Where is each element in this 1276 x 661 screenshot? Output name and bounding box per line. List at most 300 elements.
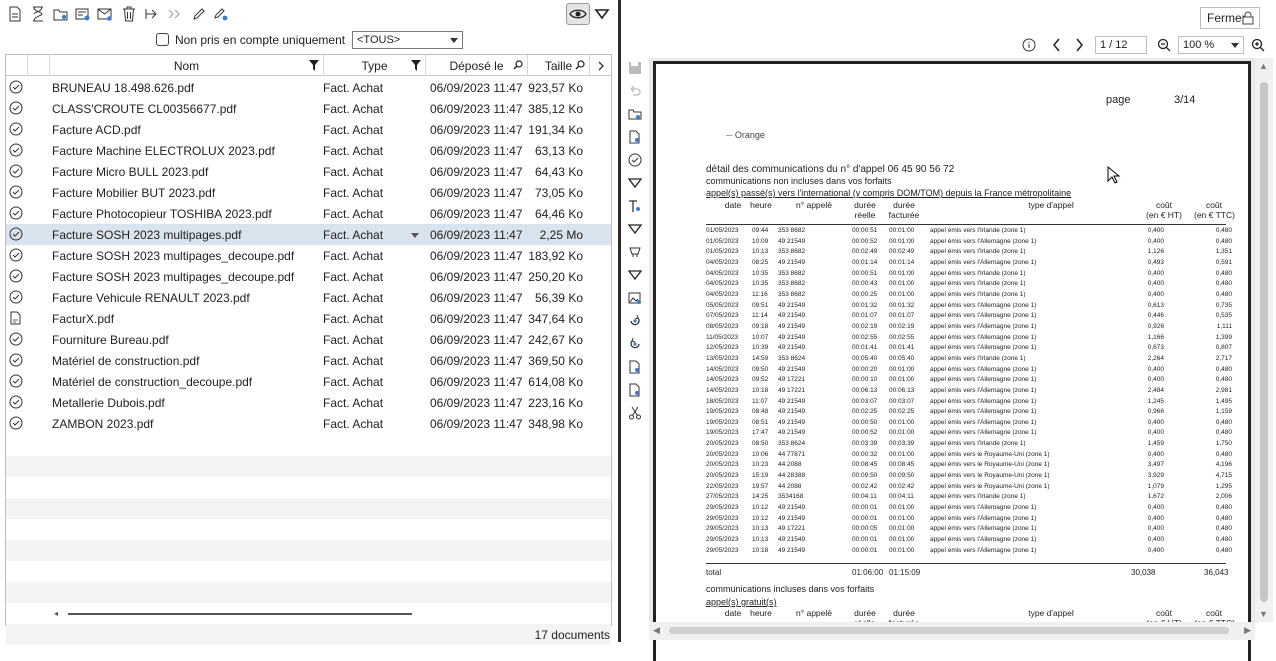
table-row[interactable] <box>6 413 611 434</box>
row-size: 63,13 Ko <box>534 144 583 158</box>
check-circle-icon <box>9 185 23 199</box>
pdf-cell: 29/05/2023 <box>706 525 739 533</box>
page-number-input[interactable]: 1 / 12 <box>1095 36 1147 54</box>
row-name: Facture ACD.pdf <box>52 123 141 137</box>
pdf-cell: 11:16 <box>752 290 768 298</box>
document-list-pane <box>0 0 618 642</box>
pdf-cell: 00:05:40 <box>852 354 878 362</box>
pdf-cell: 00:06:13 <box>852 386 878 394</box>
pdf-cell: 2,981 <box>1215 386 1232 394</box>
pdf-table-row <box>706 333 1232 344</box>
pdf-cell: 2,717 <box>1215 354 1232 362</box>
pdf-cell: 00:02:49 <box>852 248 878 256</box>
pdf-total-billed: 01:15:09 <box>889 568 921 577</box>
pdf-cell: appel émis vers l'Irlande (zone 1) <box>930 269 1026 277</box>
orange-brand-text: Orange <box>734 130 765 140</box>
pdf-cell: 00:00:10 <box>852 376 878 384</box>
pdf-cell: 10:13 <box>752 536 769 544</box>
pdf-file-icon <box>9 311 23 325</box>
row-size: 183,92 Ko <box>528 249 583 263</box>
pdf-cell: 0,400 <box>1147 227 1164 234</box>
row-date: 06/09/2023 11:47 <box>430 312 523 326</box>
pdf-cell: 1,159 <box>1215 408 1232 416</box>
page-export-icon[interactable] <box>627 382 643 398</box>
pdf-cell: 49 21549 <box>778 333 806 341</box>
pdf-cell: 49 21549 <box>778 365 806 373</box>
row-name: Matériel de construction.pdf <box>52 354 200 368</box>
pdf-total-label: total <box>706 568 722 577</box>
pdf-table-row <box>706 535 1232 546</box>
scan-mail-icon[interactable] <box>74 5 92 23</box>
pdf-cell: 01/05/2023 <box>706 248 739 256</box>
pdf-cell: appel émis vers l'Allemagne (zone 1) <box>930 344 1037 352</box>
pdf-cell: 0,480 <box>1215 429 1232 437</box>
pdf-cell: 3534168 <box>778 493 804 501</box>
check-circle-icon <box>9 374 23 388</box>
pdf-cell: 1,166 <box>1147 333 1164 341</box>
pdf-cell: 19/05/2023 <box>706 408 739 416</box>
type-filter-value: <TOUS> <box>357 34 401 46</box>
pdf-cell: 29/05/2023 <box>706 546 739 554</box>
pdf-cell: 00:01:00 <box>889 504 915 512</box>
zoom-value: 100 % <box>1183 39 1215 51</box>
forward-icon[interactable] <box>166 5 184 23</box>
table-row[interactable] <box>6 98 611 119</box>
pdf-table-row <box>706 365 1232 376</box>
page-settings-icon[interactable] <box>627 359 643 375</box>
pdf-cell: 00:00:05 <box>852 525 878 533</box>
pdf-cell: 14:59 <box>752 354 769 362</box>
check-circle-icon <box>9 122 23 136</box>
row-size: 614,08 Ko <box>528 375 583 389</box>
pdf-cell: 10:23 <box>752 461 769 469</box>
pdf-table-row <box>706 237 1232 248</box>
row-date: 06/09/2023 11:47 <box>430 123 523 137</box>
orange-logo-mark: ⏤ <box>726 131 733 140</box>
pdf-cell: 04/05/2023 <box>706 280 739 288</box>
pdf-column-header: n° appelé <box>795 608 832 618</box>
pdf-cell: 11:14 <box>752 312 768 320</box>
lock-icon <box>1242 12 1254 25</box>
pdf-page <box>653 61 1251 661</box>
row-name: Facture Machine ELECTROLUX 2023.pdf <box>52 144 275 158</box>
pdf-cell: 17:47 <box>752 429 769 437</box>
pdf-viewport[interactable] <box>649 58 1261 622</box>
scroll-left-icon[interactable]: ◂ <box>54 609 59 618</box>
table-row[interactable] <box>6 329 611 350</box>
eye-icon <box>569 8 587 20</box>
pdf-vertical-scrollbar[interactable] <box>1255 58 1273 622</box>
pdf-cell: 10:12 <box>752 514 769 522</box>
pdf-cell: appel émis vers l'Irlande (zone 1) <box>930 493 1026 501</box>
pdf-column-header: type d'appel <box>1028 200 1074 210</box>
pdf-cell: 49 21549 <box>778 301 806 309</box>
pdf-cell: 08/05/2023 <box>706 322 739 330</box>
pdf-cell: 00:00:25 <box>852 290 878 298</box>
pdf-cell: 11:07 <box>752 397 768 405</box>
pdf-cell: 49 21549 <box>778 344 806 352</box>
pdf-cell: 44 77871 <box>778 450 806 458</box>
pdf-cell: 0,926 <box>1147 322 1164 330</box>
type-dropdown-icon[interactable] <box>411 233 419 238</box>
previous-page-icon[interactable] <box>1049 37 1065 53</box>
row-type: Fact. Achat <box>323 186 384 200</box>
edit-pencil-icon[interactable] <box>190 5 208 23</box>
row-type: Fact. Achat <box>323 396 384 410</box>
pdf-cell: 353 8682 <box>778 280 806 288</box>
scroll-up-icon[interactable]: ▲ <box>1259 61 1268 71</box>
pdf-cell: 29/05/2023 <box>706 504 739 512</box>
trash-icon[interactable] <box>120 5 138 23</box>
preview-toggle-button[interactable] <box>566 3 590 25</box>
pdf-cell: appel émis vers l'Irlande (zone 1) <box>930 248 1026 256</box>
pdf-horizontal-scrollbar[interactable] <box>649 622 1255 640</box>
pdf-cell: 00:01:00 <box>889 376 915 384</box>
rotate-right-icon[interactable] <box>627 336 643 352</box>
row-size: 348,98 Ko <box>528 417 583 431</box>
pdf-title: détail des communications du n° d'appel 06 45 90 56 72 <box>706 164 955 175</box>
pdf-cell: 0,535 <box>1215 312 1232 320</box>
table-row[interactable] <box>6 308 611 329</box>
pdf-cell: 10:18 <box>752 386 769 394</box>
row-date: 06/09/2023 11:47 <box>430 102 523 116</box>
pdf-cell: 0,400 <box>1147 546 1164 554</box>
table-row[interactable] <box>6 203 611 224</box>
pdf-table-row <box>706 439 1232 450</box>
row-name: FacturX.pdf <box>52 312 115 326</box>
pdf-cell: 0,400 <box>1147 290 1164 298</box>
pdf-cell: 20/05/2023 <box>706 461 739 469</box>
pdf-cell: 00:00:01 <box>852 536 878 544</box>
pdf-cell: appel émis vers l'Allemagne (zone 1) <box>930 258 1037 266</box>
options-dropdown-icon[interactable] <box>594 6 610 22</box>
row-type: Fact. Achat <box>323 165 384 179</box>
file-settings-icon[interactable] <box>627 129 643 145</box>
edit-settings-icon[interactable] <box>212 5 230 23</box>
pdf-cell: 27/05/2023 <box>706 493 739 501</box>
header-date[interactable] <box>426 55 528 76</box>
chevron-down-icon <box>450 38 458 43</box>
pdf-cell: 0,400 <box>1147 237 1164 245</box>
table-row[interactable] <box>6 350 611 371</box>
pdf-table-row <box>706 386 1232 397</box>
scissors-icon[interactable] <box>627 405 643 421</box>
pdf-cell: 00:01:00 <box>889 450 915 458</box>
pdf-cell: 00:00:51 <box>852 269 878 277</box>
pdf-cell: 1,351 <box>1215 248 1232 256</box>
pdf-cell: 00:02:42 <box>889 482 915 490</box>
pdf-cell: 00:03:39 <box>852 440 878 448</box>
pdf-cell: 0,400 <box>1147 418 1164 426</box>
dropdown-triangle-icon[interactable] <box>627 267 643 283</box>
check-circle-icon <box>9 416 23 430</box>
scroll-thumb[interactable] <box>1260 82 1268 602</box>
row-type: Fact. Achat <box>323 270 384 284</box>
pdf-cell: 353 8624 <box>778 354 806 362</box>
rotate-left-icon[interactable] <box>627 313 643 329</box>
pdf-table-row <box>706 514 1232 525</box>
header-type[interactable] <box>324 55 426 76</box>
pdf-cell: 00:02:19 <box>889 322 915 330</box>
scroll-right-icon[interactable]: ▶ <box>1244 625 1251 635</box>
pdf-cell: 2,484 <box>1147 386 1164 394</box>
pdf-cell: 12/05/2023 <box>706 344 739 352</box>
table-row[interactable] <box>6 287 611 308</box>
grid-horizontal-scrollbar[interactable] <box>54 609 414 618</box>
pdf-cell: 0,966 <box>1147 408 1164 416</box>
pdf-cell: 49 21549 <box>778 418 806 426</box>
search-icon[interactable] <box>575 60 585 70</box>
pdf-cell: 00:02:55 <box>889 333 915 341</box>
row-name: BRUNEAU 18.498.626.pdf <box>52 81 195 95</box>
scroll-thumb[interactable] <box>68 613 412 615</box>
folder-add-icon[interactable] <box>627 106 643 122</box>
filter-icon[interactable] <box>411 60 421 71</box>
pdf-cell: 00:01:32 <box>852 301 878 309</box>
check-circle-icon <box>9 80 23 94</box>
folder-settings-icon[interactable] <box>52 5 70 23</box>
pdf-cell: appel émis vers l'Irlande (zone 1) <box>930 354 1026 362</box>
dropdown-triangle-icon[interactable] <box>627 221 643 237</box>
next-page-icon[interactable] <box>1071 37 1087 53</box>
scroll-down-icon[interactable]: ▼ <box>1259 609 1268 619</box>
info-icon[interactable] <box>1021 37 1037 53</box>
pdf-cell: 49 21549 <box>778 504 806 512</box>
pdf-cell: 08:51 <box>752 418 769 426</box>
dropdown-triangle-icon[interactable] <box>627 175 643 191</box>
close-button[interactable] <box>1200 7 1260 29</box>
pdf-cell: 0,613 <box>1147 301 1164 309</box>
pdf-cell: 0,400 <box>1147 504 1164 512</box>
check-circle-icon <box>9 248 23 262</box>
pdf-cell: appel émis vers l'Allemagne (zone 1) <box>930 301 1037 309</box>
pdf-table-row <box>706 343 1232 354</box>
mail-icon[interactable] <box>96 5 114 23</box>
pdf-cell: 0,400 <box>1147 280 1164 288</box>
pdf-cell: 1,750 <box>1215 440 1232 448</box>
pdf-table-row <box>706 482 1232 493</box>
table-row[interactable] <box>6 371 611 392</box>
row-date: 06/09/2023 11:47 <box>430 144 523 158</box>
close-label: Fermer <box>1207 11 1246 25</box>
pdf-cell: 04/05/2023 <box>706 290 739 298</box>
pdf-cell: 04/05/2023 <box>706 258 739 266</box>
pdf-cell: appel émis vers l'Allemagne (zone 1) <box>930 546 1037 554</box>
pdf-cell: 00:01:07 <box>852 312 878 320</box>
pdf-section-title: appel(s) passé(s) vers l'international (y compris DOM/TOM) depuis la France métropolitaine <box>706 188 1072 198</box>
pdf-cell: 1,672 <box>1147 493 1164 501</box>
row-size: 347,64 Ko <box>528 312 583 326</box>
pdf-cell: 0,480 <box>1215 237 1232 245</box>
row-type: Fact. Achat <box>323 228 384 242</box>
pdf-cell: 00:00:32 <box>852 450 878 458</box>
pdf-cell: 09:44 <box>752 227 769 234</box>
pdf-table-row <box>706 279 1232 290</box>
scroll-thumb[interactable] <box>669 627 1229 634</box>
pdf-subtitle-2: communications incluses dans vos forfaits <box>706 584 875 594</box>
pdf-cell: 00:01:00 <box>889 269 915 277</box>
type-filter-select[interactable] <box>352 31 463 49</box>
pdf-table-row <box>706 450 1232 461</box>
pdf-total-ht: 30,038 <box>1131 568 1156 577</box>
check-circle-icon <box>9 353 23 367</box>
pdf-cell: 0,480 <box>1215 536 1232 544</box>
row-size: 250,20 Ko <box>528 270 583 284</box>
table-row[interactable] <box>6 161 611 182</box>
row-size: 191,34 Ko <box>528 123 583 137</box>
pdf-cell: 10:07 <box>752 333 769 341</box>
pdf-cell: 11/05/2023 <box>706 333 739 341</box>
header-nom[interactable] <box>50 55 324 76</box>
pdf-cell: appel émis vers l'Allemagne (zone 1) <box>930 504 1037 512</box>
pdf-cell: 00:00:43 <box>852 280 878 288</box>
pdf-cell: 01/05/2023 <box>706 237 739 245</box>
table-row[interactable] <box>6 182 611 203</box>
pdf-cell: 19/05/2023 <box>706 429 739 437</box>
document-grid <box>5 54 612 626</box>
pdf-cell: 0,480 <box>1215 280 1232 288</box>
pdf-cell: 4,196 <box>1215 461 1232 469</box>
pdf-cell: 00:02:49 <box>889 248 915 256</box>
row-date: 06/09/2023 11:47 <box>430 228 523 242</box>
pdf-cell: 10:35 <box>752 269 769 277</box>
pdf-column-header: date <box>724 608 742 618</box>
header-size[interactable] <box>528 55 590 76</box>
pdf-cell: 1,295 <box>1215 482 1232 490</box>
pdf-table-row <box>706 226 1232 237</box>
pdf-cell: 49 21549 <box>778 397 806 405</box>
table-row[interactable] <box>6 266 611 287</box>
pdf-cell: 00:05:40 <box>889 354 915 362</box>
list-toolbar <box>0 0 618 30</box>
row-name: Fourniture Bureau.pdf <box>52 333 169 347</box>
zoom-in-icon[interactable] <box>1250 37 1266 53</box>
search-icon[interactable] <box>513 60 523 70</box>
pdf-page-label: page <box>1106 94 1131 106</box>
pdf-cell: 0,735 <box>1215 301 1232 309</box>
image-settings-icon[interactable] <box>627 290 643 306</box>
pdf-cell: appel émis vers l'Allemagne (zone 1) <box>930 397 1037 405</box>
pdf-cell: 0,446 <box>1147 312 1164 320</box>
pdf-cell: 44 2088 <box>778 461 802 469</box>
pdf-cell: appel émis vers l'Allemagne (zone 1) <box>930 514 1037 522</box>
pdf-cell: 00:01:14 <box>889 258 915 266</box>
header-select[interactable] <box>28 55 50 76</box>
pdf-cell: 2,264 <box>1147 354 1164 362</box>
validate-icon[interactable] <box>627 152 643 168</box>
pdf-cell: 00:02:25 <box>852 408 878 416</box>
row-size: 923,57 Ko <box>528 81 583 95</box>
table-row[interactable] <box>6 224 611 245</box>
pdf-cell: 353 8682 <box>778 248 806 256</box>
pdf-cell: 1,111 <box>1216 322 1232 330</box>
pdf-cell: 00:01:00 <box>889 290 915 298</box>
undo-icon[interactable] <box>627 83 643 99</box>
zoom-out-icon[interactable] <box>1156 37 1172 53</box>
table-row[interactable] <box>6 245 611 266</box>
document-count: 17 documents <box>534 628 610 642</box>
check-circle-icon <box>9 269 23 283</box>
orange-logo <box>726 130 765 141</box>
highlight-icon[interactable] <box>627 244 643 260</box>
header-status[interactable] <box>6 55 28 76</box>
pdf-cell: 29/05/2023 <box>706 514 739 522</box>
pdf-cell: 4,715 <box>1215 472 1232 480</box>
pdf-cell: 0,493 <box>1147 258 1164 266</box>
pdf-cell: appel émis vers le Royaume-Uni (zone 1) <box>930 450 1050 458</box>
pdf-table-row <box>706 492 1232 503</box>
pdf-column-header: coût (en € TTC) <box>1194 200 1235 220</box>
row-date: 06/09/2023 11:47 <box>430 249 523 263</box>
pdf-cell: 44 2088 <box>778 482 802 490</box>
filter-icon[interactable] <box>309 60 319 71</box>
pdf-cell: 1,079 <box>1147 482 1164 490</box>
pdf-cell: appel émis vers l'Allemagne (zone 1) <box>930 408 1037 416</box>
save-icon[interactable] <box>627 60 643 76</box>
pdf-cell: 00:02:42 <box>852 482 878 490</box>
pdf-cell: 00:01:00 <box>889 514 915 522</box>
split-arrow-icon[interactable] <box>143 5 161 23</box>
table-row[interactable] <box>6 140 611 161</box>
pdf-cell: 29/05/2023 <box>706 536 739 544</box>
pdf-cell: 19:57 <box>752 482 769 490</box>
row-date: 06/09/2023 11:47 <box>430 396 523 410</box>
pdf-cell: 10:35 <box>752 280 769 288</box>
table-row[interactable] <box>6 77 611 98</box>
pdf-cell: appel émis vers le Royaume-Uni (zone 1) <box>930 461 1050 469</box>
zoom-select[interactable] <box>1178 36 1244 54</box>
row-name: Facture Photocopieur TOSHIBA 2023.pdf <box>52 207 272 221</box>
row-date: 06/09/2023 11:47 <box>430 270 523 284</box>
row-size: 385,12 Ko <box>528 102 583 116</box>
pdf-cell: appel émis vers l'Allemagne (zone 1) <box>930 237 1037 245</box>
table-row[interactable] <box>6 392 611 413</box>
table-row[interactable] <box>6 119 611 140</box>
pdf-cell: appel émis vers l'Irlande (zone 1) <box>930 290 1026 298</box>
new-document-icon[interactable] <box>6 5 24 23</box>
pdf-cell: appel émis vers l'Allemagne (zone 1) <box>930 333 1037 341</box>
check-circle-icon <box>9 164 23 178</box>
text-settings-icon[interactable] <box>627 198 643 214</box>
pdf-table-rows <box>706 226 1232 556</box>
pdf-cell: 00:03:39 <box>889 440 915 448</box>
mouse-cursor-icon <box>1107 166 1119 184</box>
row-type: Fact. Achat <box>323 333 384 347</box>
pdf-cell: 14/05/2023 <box>706 376 739 384</box>
pdf-cell: 00:01:14 <box>852 258 878 266</box>
pdf-cell: 00:02:55 <box>852 333 878 341</box>
pdf-cell: 0,400 <box>1147 429 1164 437</box>
pdf-column-header: type d'appel <box>1028 608 1074 618</box>
pdf-cell: 20/05/2023 <box>706 440 739 448</box>
check-circle-icon <box>9 290 23 304</box>
scroll-left-icon[interactable]: ◀ <box>653 625 660 635</box>
header-scroll-right[interactable] <box>590 55 611 76</box>
pdf-page-number: 3/14 <box>1174 94 1196 106</box>
ignored-only-checkbox[interactable] <box>156 33 169 46</box>
row-name: Facture Micro BULL 2023.pdf <box>52 165 209 179</box>
pdf-cell: 49 17221 <box>778 386 806 394</box>
pdf-cell: 49 21549 <box>778 312 806 320</box>
row-size: 223,16 Ko <box>528 396 583 410</box>
row-type: Fact. Achat <box>323 123 384 137</box>
pdf-cell: 0,480 <box>1215 269 1232 277</box>
pdf-cell: 00:01:00 <box>889 280 915 288</box>
pdf-cell: 00:00:52 <box>852 429 878 437</box>
hourglass-icon[interactable] <box>29 5 47 23</box>
pdf-cell: 1,245 <box>1147 397 1164 405</box>
pdf-cell: 49 21549 <box>778 546 806 554</box>
